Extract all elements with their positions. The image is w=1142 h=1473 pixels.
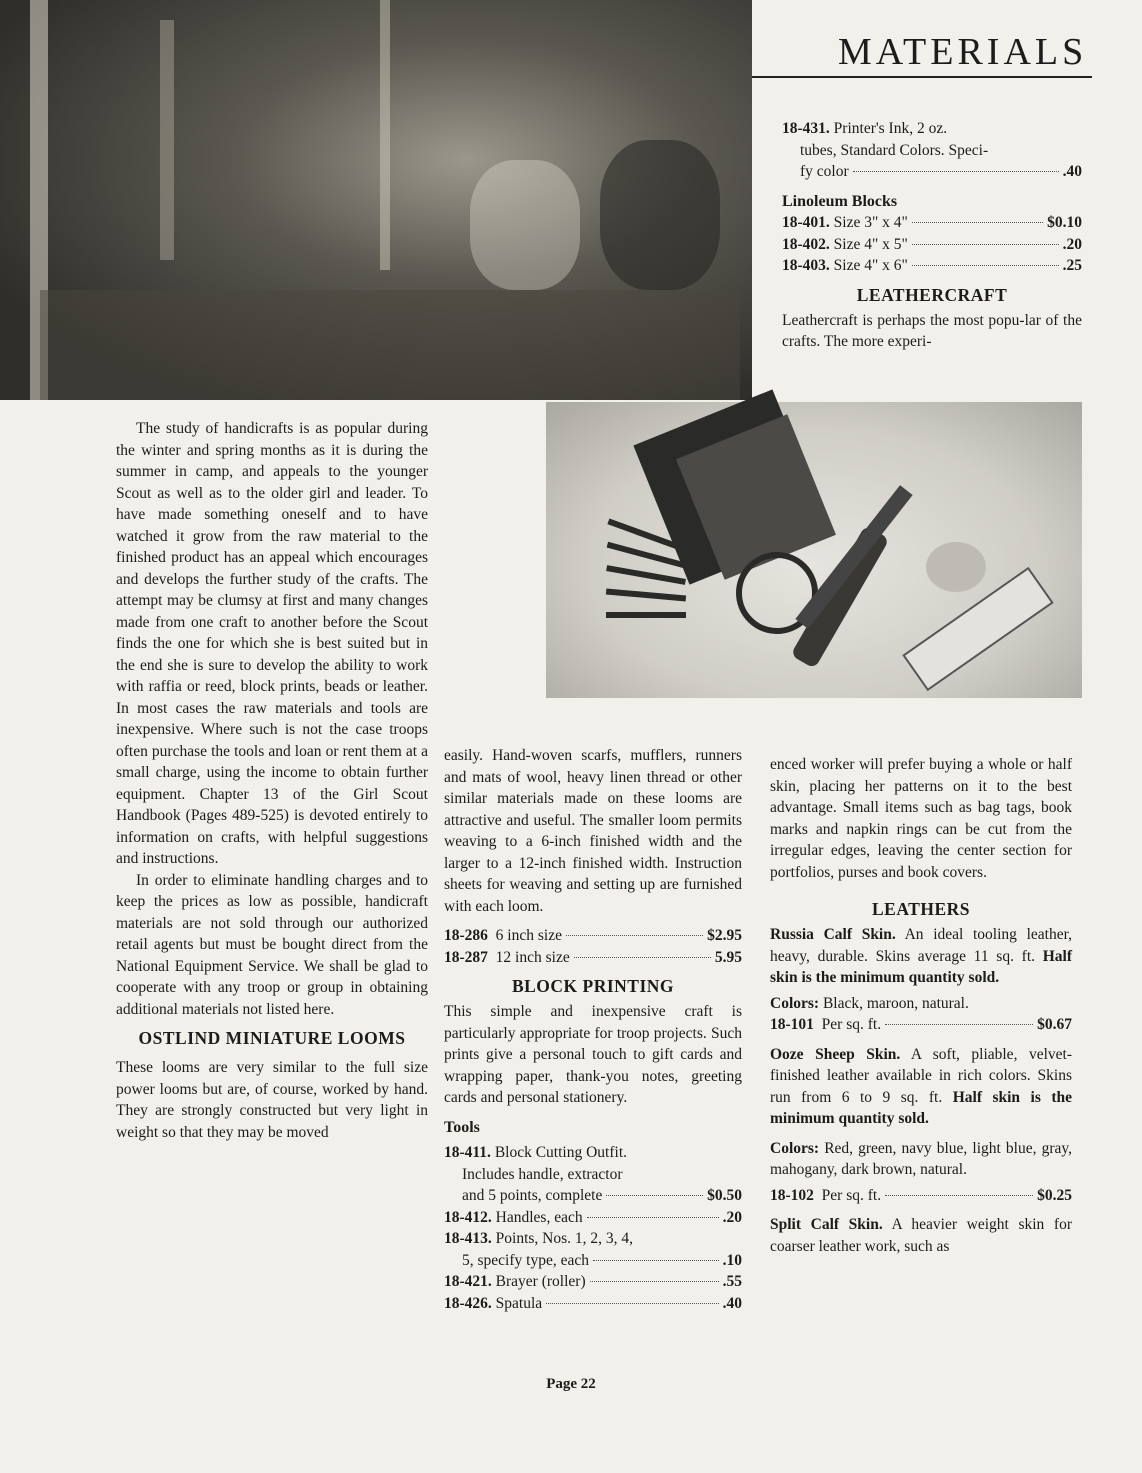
russia-code: 18-101 xyxy=(770,1016,814,1033)
ooze-name: Ooze Sheep Skin. xyxy=(770,1045,901,1063)
split-calf-entry xyxy=(770,1214,1072,1257)
loom-desc: 12 inch size xyxy=(495,948,570,966)
loom-desc: 6 inch size xyxy=(495,927,562,944)
loom-price: 5.95 xyxy=(714,948,742,966)
block-printing-tools-photo xyxy=(546,402,1082,698)
page-number: Page 22 xyxy=(546,1376,596,1392)
ooze-colors: Red, green, navy blue, light blue, gray, mahogany, dark brown, natural. xyxy=(770,1139,1072,1178)
split-name: Split Calf Skin. xyxy=(770,1216,883,1233)
page-title: MATERIALS xyxy=(838,31,1088,73)
points-code: 18-413. xyxy=(444,1230,492,1247)
loom-code: 18-286 xyxy=(444,927,488,944)
handles-code: 18-412. xyxy=(444,1208,492,1226)
ooze-desc: A soft, pliable, velvet-finished leather available in rich colors. Skins run from 6 to 9 sq. ft. xyxy=(770,1045,1072,1106)
russia-name: Russia Calf Skin. xyxy=(770,926,896,943)
ink-item xyxy=(782,118,1082,183)
russia-colors: Black, maroon, natural. xyxy=(822,994,969,1012)
ink-code: 18-431. xyxy=(782,120,830,137)
loom-code: 18-287 xyxy=(444,948,488,966)
spatula-code: 18-426. xyxy=(444,1294,492,1312)
ink-desc-2: tubes, Standard Colors. Speci- xyxy=(800,141,989,159)
handling-paragraph: In order to eliminate handling charges and to keep the prices as low as possible, handicraft materials are not sold through our authorized retail agents but must be bought direct from the National Equipment Service. We shall be glad to cooperate with any troop or group in obtaining additional materials not listed here. xyxy=(116,871,428,1018)
looms-heading: OSTLIND MINIATURE LOOMS xyxy=(138,1028,406,1048)
ink-price: .40 xyxy=(1062,163,1082,180)
looms-continued: easily. Hand-woven scarfs, mufflers, runners and mats of wool, heavy linen thread or other similar materials made on these looms are attractive and useful. The smaller loom permits weaving to a 6-inch finished width and the larger to a 12-inch finished width. Instruction sheets for weaving and setting up are furnished with each loom. xyxy=(444,747,742,915)
linoleum-desc: Size 4" x 6" xyxy=(833,257,908,274)
brayer-code: 18-421. xyxy=(444,1273,492,1290)
camp-loom-photo xyxy=(0,0,752,400)
tools-heading: Tools xyxy=(444,1118,480,1136)
block-printing-heading: BLOCK PRINTING xyxy=(511,976,675,996)
ooze-price: $0.25 xyxy=(1037,1186,1072,1204)
outfit-desc-1: Block Cutting Outfit. xyxy=(494,1144,627,1161)
ink-desc-1: Printer's Ink, 2 oz. xyxy=(833,120,948,137)
column-2 xyxy=(444,745,742,1314)
looms-paragraph: These looms are very similar to the full size power looms but are, of course, worked by hand. They are strongly constructed but very light in weight so that they may be moved xyxy=(116,1059,428,1141)
handles-price: .20 xyxy=(722,1208,742,1226)
ooze-unit: Per sq. ft. xyxy=(821,1186,882,1204)
spatula-desc: Spatula xyxy=(495,1294,543,1312)
linoleum-price: $0.10 xyxy=(1047,214,1082,231)
intro-paragraph: The study of handicrafts is as popular during the winter and spring months as it is during the summer in camp, and appeals to the younger Scout as well as to the older girl and leader. To have made something oneself and to have watched it grow from the raw material to the finished product has an appeal which encourages and develops the further study of the crafts. The attempt may be clumsy at first and many changes made from one craft to another before the Scout finds the one for which she is best suited but in the end she is sure to develop the ability to work with raffia or reed, block prints, beads or leather. In most cases the raw materials and tools are inexpensive. Where such is not the case troops often purchase the tools and loan or rent them at a small charge, using the income to obtain further equipment. Chapter 13 of the Girl Scout Handbook (Pages 489-525) is devoted entirely to information on crafts, with helpful suggestions and instructions. xyxy=(116,420,428,867)
leathercraft-continued: enced worker will prefer buying a whole or half skin, placing her patterns on it to the best advantage. Small items such as bag tags, book marks and napkin rings can be cut from the irregular edges, leaving the center section for portfolios, purses and book covers. xyxy=(770,756,1072,881)
russia-calf-entry xyxy=(770,924,1072,989)
brayer-desc: Brayer (roller) xyxy=(495,1273,586,1290)
linoleum-desc: Size 4" x 5" xyxy=(833,235,908,253)
ooze-sheep-entry xyxy=(770,1044,1072,1130)
points-price: .10 xyxy=(722,1251,742,1269)
linoleum-code: 18-401. xyxy=(782,214,830,231)
leathercraft-text: Leathercraft is perhaps the most popu-lar of the crafts. The more experi- xyxy=(782,311,1082,350)
ooze-code: 18-102 xyxy=(770,1186,814,1204)
block-printing-paragraph: This simple and inexpensive craft is particularly appropriate for troop projects. Such prints give a personal touch to gift cards and wrapping paper, thank-you notes, greeting cards and personal stationery. xyxy=(444,1003,742,1106)
loom-price: $2.95 xyxy=(707,927,742,944)
handles-desc: Handles, each xyxy=(495,1208,583,1226)
linoleum-price: .20 xyxy=(1062,235,1082,253)
spatula-price: .40 xyxy=(722,1294,742,1312)
ink-desc-3: fy color xyxy=(800,163,849,180)
brayer-price: .55 xyxy=(722,1273,742,1290)
linoleum-code: 18-402. xyxy=(782,235,830,253)
ink-and-linoleum-section xyxy=(782,118,1082,353)
russia-colors-label: Colors: xyxy=(770,994,820,1012)
split-desc: A heavier weight skin for coarser leather work, such as xyxy=(770,1216,1072,1255)
outfit-price: $0.50 xyxy=(707,1187,742,1204)
linoleum-price: .25 xyxy=(1062,257,1082,274)
russia-min: Half skin is the minimum quantity sold. xyxy=(770,947,1072,986)
outfit-code: 18-411. xyxy=(444,1144,491,1161)
outfit-desc-2: Includes handle, extractor xyxy=(462,1165,623,1183)
outfit-desc-3: and 5 points, complete xyxy=(462,1187,603,1204)
linoleum-code: 18-403. xyxy=(782,257,830,274)
leathercraft-heading: LEATHERCRAFT xyxy=(856,284,1008,305)
linoleum-heading: Linoleum Blocks xyxy=(782,192,898,210)
linoleum-desc: Size 3" x 4" xyxy=(833,214,908,231)
ooze-colors-label: Colors: xyxy=(770,1139,820,1157)
title-rule xyxy=(752,76,1092,78)
column-1 xyxy=(116,418,428,1143)
ooze-min: Half skin is the minimum quantity sold. xyxy=(770,1088,1072,1127)
points-desc-2: 5, specify type, each xyxy=(462,1251,589,1269)
russia-unit: Per sq. ft. xyxy=(821,1016,882,1033)
column-3 xyxy=(770,754,1072,1257)
points-desc-1: Points, Nos. 1, 2, 3, 4, xyxy=(495,1230,634,1247)
russia-desc: An ideal tooling leather, heavy, durable. Skins average 11 sq. ft. xyxy=(770,926,1073,965)
russia-price: $0.67 xyxy=(1037,1016,1072,1033)
leathers-heading: LEATHERS xyxy=(871,899,970,919)
